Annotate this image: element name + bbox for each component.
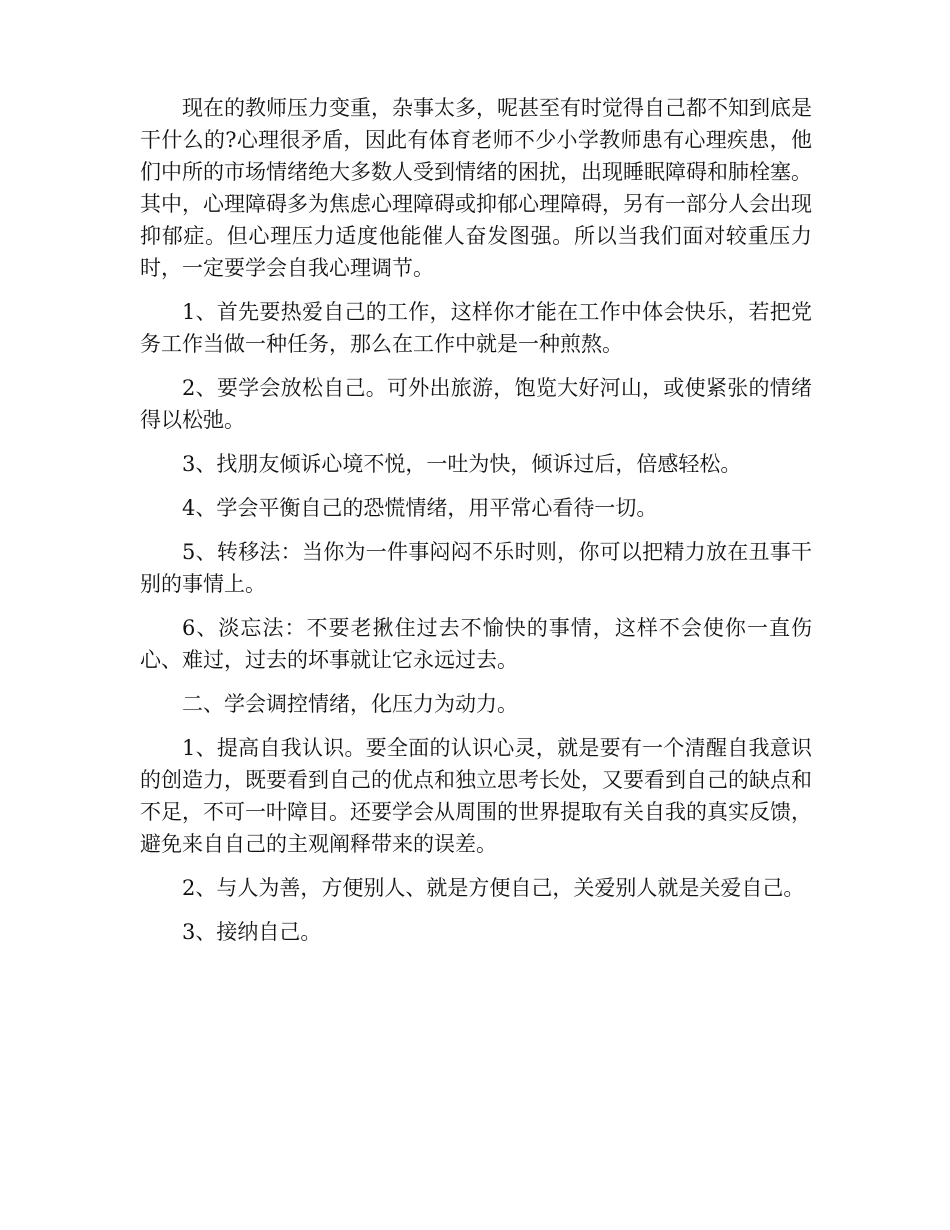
- paragraph-section2-item-3: 3、接纳自己。: [182, 920, 322, 944]
- paragraph-section2-item-2: 2、与人为善，方便别人、就是方便自己，关爱别人就是关爱自己。: [182, 876, 805, 900]
- paragraph-intro: 现在的教师压力变重，杂事太多，呢甚至有时觉得自己都不知到底是干什么的?心理很矛盾，因此有体育老师不少小学教师患有心理疾患，他们中所的市场情绪绝大多数人受到情绪的困扰，出现睡眠障碍和肺栓塞。其中，心理障碍多为焦虑心理障碍或抑郁心理障碍，另有一部分人会出现抑郁症。但心理压力适度他能催人奋发图强。所以当我们面对较重压力时，一定要学会自我心理调节。: [140, 96, 812, 280]
- document-page: [140, 92, 812, 960]
- paragraph-item-5-transfer: 5、转移法：当你为一件事闷闷不乐时则，你可以把精力放在丑事干别的事情上。: [140, 540, 812, 596]
- paragraph-item-3-talk-friends: 3、找朋友倾诉心境不悦，一吐为快，倾诉过后，倍感轻松。: [182, 452, 742, 476]
- paragraph-item-1-love-work: 1、首先要热爱自己的工作，这样你才能在工作中体会快乐，若把党务工作当做一种任务，那么在工作中就是一种煎熬。: [140, 300, 812, 356]
- paragraph-item-6-forget: 6、淡忘法：不要老揪住过去不愉快的事情，这样不会使你一直伤心、难过，过去的坏事就让它永远过去。: [140, 616, 812, 672]
- paragraph-item-2-relax: 2、要学会放松自己。可外出旅游，饱览大好河山，或使紧张的情绪得以松弛。: [140, 376, 812, 432]
- section-heading-2: 二、学会调控情绪，化压力为动力。: [182, 692, 518, 716]
- paragraph-section2-item-1: 1、提高自我认识。要全面的认识心灵，就是要有一个清醒自我意识的创造力，既要看到自己的优点和独立思考长处，又要看到自己的缺点和不足，不可一叶障目。还要学会从周围的世界提取有关自我的真实反馈，避免来自自己的主观阐释带来的误差。: [140, 736, 812, 856]
- paragraph-item-4-balance: 4、学会平衡自己的恐慌情绪，用平常心看待一切。: [182, 496, 658, 520]
